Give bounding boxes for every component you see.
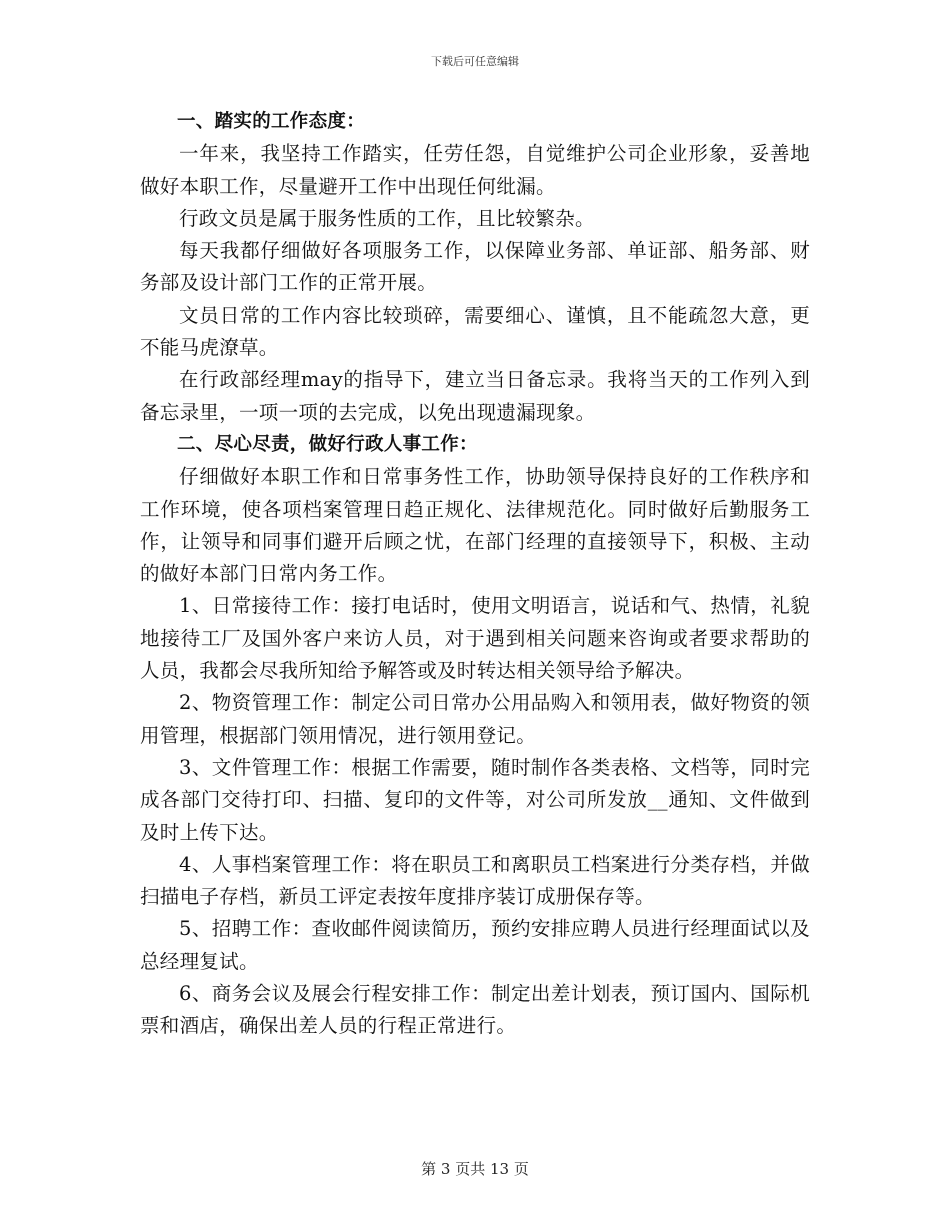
list-item-supplies: 2、物资管理工作：制定公司日常办公用品购入和领用表，做好物资的领用管理，根据部门领用情况，进行领用登记。 [140, 691, 810, 747]
paragraph: 在行政部经理may的指导下，建立当日备忘录。我将当天的工作列入到备忘录里，一项一项的去完成，以免出现遗漏现象。 [140, 368, 810, 424]
paragraph: 一年来，我坚持工作踏实，任劳任怨，自觉维护公司企业形象，妥善地做好本职工作，尽量避开工作中出现任何纰漏。 [140, 142, 810, 198]
paragraph: 仔细做好本职工作和日常事务性工作，协助领导保持良好的工作秩序和工作环境，使各项档案管理日趋正规化、法律规范化。同时做好后勤服务工作，让领导和同事们避开后顾之忧，在部门经理的直接领导下，积极、主动的做好本部门日常内务工作。 [140, 465, 810, 586]
section-heading-1: 一、踏实的工作态度： [177, 111, 366, 132]
page-number: 第 3 页共 13 页 [421, 1160, 529, 1178]
list-item-hr-archives: 4、人事档案管理工作：将在职员工和离职员工档案进行分类存档，并做扫描电子存档，新员工评定表按年度排序装订成册保存等。 [140, 852, 810, 909]
paragraph: 行政文员是属于服务性质的工作，且比较繁杂。 [179, 206, 595, 230]
list-item-recruitment: 5、招聘工作：查收邮件阅读简历，预约安排应聘人员进行经理面试以及总经理复试。 [140, 917, 810, 973]
list-item-documents: 3、文件管理工作：根据工作需要，随时制作各类表格、文档等，同时完成各部门交待打印、扫描、复印的文件等，对公司所发放__通知、文件做到及时上传下达。 [140, 755, 810, 844]
paragraph: 每天我都仔细做好各项服务工作，以保障业务部、单证部、船务部、财务部及设计部门工作的正常开展。 [140, 239, 810, 295]
document-body [140, 106, 810, 1043]
paragraph: 文员日常的工作内容比较琐碎，需要细心、谨慎，且不能疏忽大意，更不能马虎潦草。 [140, 303, 810, 360]
section-heading-2: 二、尽心尽责，做好行政人事工作： [177, 433, 478, 455]
list-item-reception: 1、日常接待工作：接打电话时，使用文明语言，说话和气、热情，礼貌地接待工厂及国外客户来访人员，对于遇到相关问题来咨询或者要求帮助的人员，我都会尽我所知给予解答或及时转达相关领导给予解决。 [140, 594, 810, 683]
list-item-business-travel: 6、商务会议及展会行程安排工作：制定出差计划表，预订国内、国际机票和酒店，确保出差人员的行程正常进行。 [140, 982, 810, 1038]
page-header-note: 下载后可任意编辑 [431, 55, 519, 68]
